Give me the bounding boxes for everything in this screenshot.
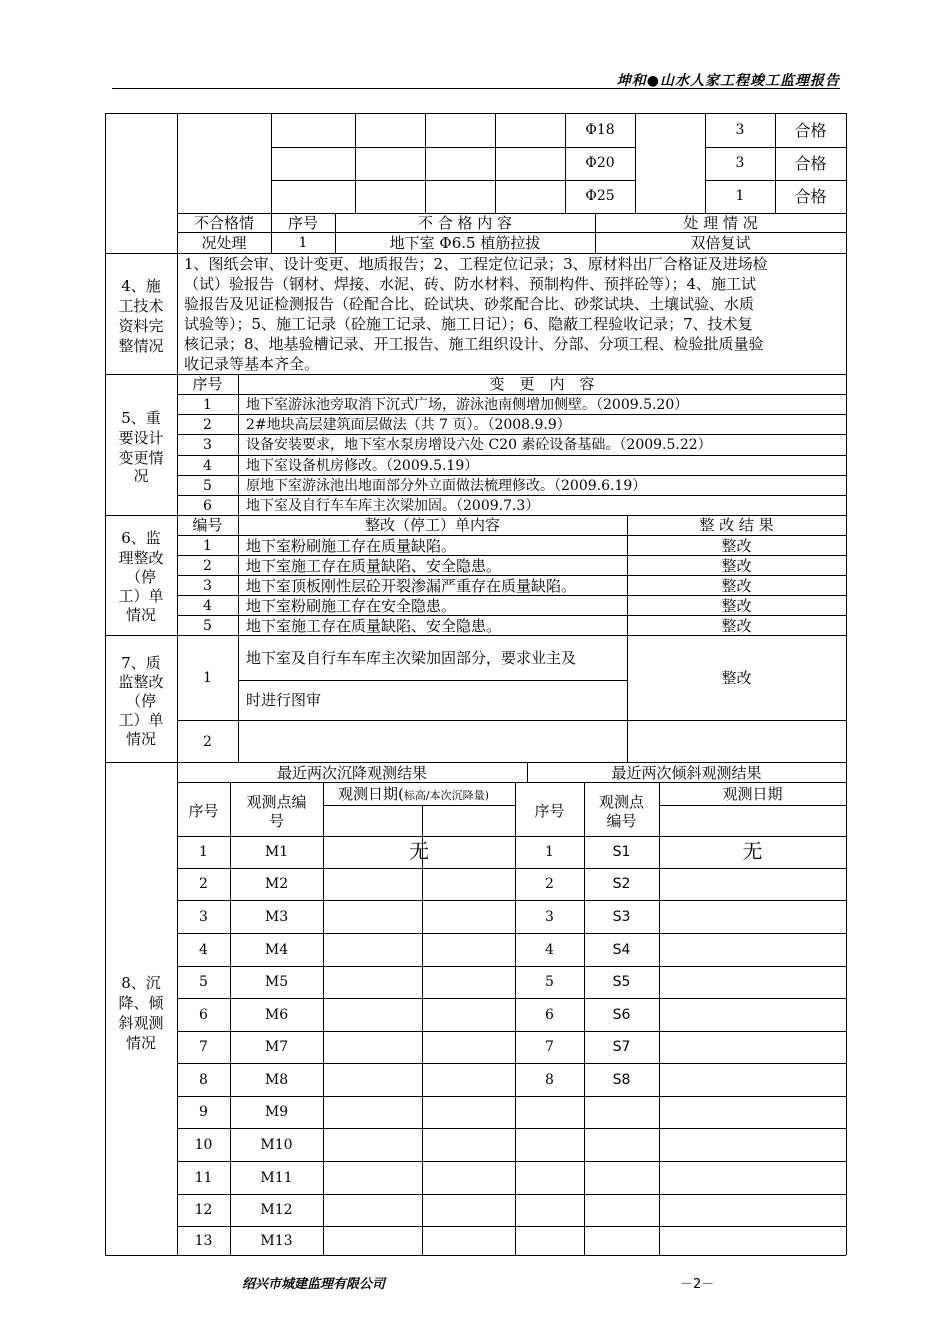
s6-row-text: 地下室施工存在质量缺陷、安全隐患。 <box>246 557 502 575</box>
tilt-row-no: 4 <box>545 941 554 958</box>
settle-row-point: M10 <box>260 1136 293 1153</box>
nonconform-label: 不合格情 <box>193 214 254 232</box>
settle-row-point: M9 <box>264 1104 289 1120</box>
tilt-row-point: S5 <box>612 974 631 990</box>
nonconform-row-no: 1 <box>298 235 308 251</box>
tilt-header-point: 观测点 <box>598 793 644 811</box>
tilt-row-point: S1 <box>612 844 631 860</box>
settle-row-no: 6 <box>199 1006 208 1023</box>
s4-text-line: 核记录；8、地基验槽记录、开工报告、施工组织设计、分部、分项工程、检验批质量验 <box>184 335 764 353</box>
settle-row-no: 8 <box>199 1071 208 1088</box>
nonconform-row-content: 地下室 Φ6.5 植筋拉拔 <box>389 234 541 252</box>
tilt-header-no: 序号 <box>534 802 565 820</box>
settle-row-no: 12 <box>194 1202 213 1218</box>
s6-row-result: 整改 <box>721 617 752 635</box>
s5-label: 况 <box>133 467 149 485</box>
s7-label: 监整改 <box>118 673 164 691</box>
s8-label: 降、倾 <box>118 994 164 1012</box>
s5-label: 5、重 <box>121 409 161 427</box>
settle-row-no: 1 <box>199 844 208 860</box>
settle-row-point: M13 <box>260 1232 293 1249</box>
settle-title: 最近两次沉降观测结果 <box>276 764 427 782</box>
s5-row-no: 6 <box>203 498 212 514</box>
s5-row-no: 5 <box>203 478 212 494</box>
s7-label: 情况 <box>125 730 156 748</box>
settle-row-no: 11 <box>194 1169 213 1186</box>
settle-row-point: M12 <box>260 1202 293 1218</box>
s6-row-result: 整改 <box>721 557 752 575</box>
settle-row-no: 7 <box>199 1039 208 1055</box>
settle-row-point: M11 <box>260 1169 293 1186</box>
s4-text-line: 收记录等基本齐全。 <box>184 355 320 373</box>
s8-label: 斜观测 <box>118 1014 164 1032</box>
s6-label: 情况 <box>125 606 156 624</box>
s6-label: （停 <box>125 568 156 586</box>
tilt-row-point: S4 <box>612 941 631 958</box>
s6-row-no: 5 <box>203 618 212 634</box>
s6-row-result: 整改 <box>721 597 752 615</box>
tilt-row-no: 8 <box>545 1071 554 1088</box>
s7-row-no: 1 <box>203 670 212 686</box>
s6-header-result: 整 改 结 果 <box>699 516 774 534</box>
settle-row-no: 5 <box>199 974 208 990</box>
header-rule <box>112 88 840 89</box>
s7-row-text: 时进行图审 <box>246 691 322 709</box>
s5-row-no: 2 <box>203 417 212 433</box>
s4-label: 资料完 <box>118 317 164 335</box>
s6-row-text: 地下室粉刷施工存在安全隐患。 <box>246 597 457 615</box>
s5-row-no: 4 <box>203 458 212 474</box>
s7-label: 工）单 <box>118 711 164 729</box>
s7-row-result: 整改 <box>721 669 752 687</box>
s6-row-text: 地下室粉刷施工存在质量缺陷。 <box>246 537 457 555</box>
settle-row-point: M3 <box>264 908 289 925</box>
s6-row-result: 整改 <box>721 577 752 595</box>
settle-row-point: M8 <box>264 1071 289 1088</box>
settle-header-date: 观测日期(标高/本次沉降量) <box>338 785 489 803</box>
rebar-spec: Φ20 <box>585 155 615 171</box>
settle-none-text: 无 <box>409 839 429 863</box>
s4-label: 4、施 <box>121 277 161 295</box>
settle-header-point: 观测点编 <box>246 793 307 811</box>
s4-text-line: 验报告及见证检测报告（砼配合比、砼试块、砂浆配合比、砂浆试块、土壤试验、水质 <box>184 295 755 313</box>
s8-label: 情况 <box>125 1034 156 1052</box>
nonconform-header-no: 序号 <box>287 214 318 232</box>
s6-row-no: 2 <box>203 558 212 574</box>
rebar-count: 3 <box>735 155 745 171</box>
tilt-header-date: 观测日期 <box>722 785 783 803</box>
tilt-row-point: S3 <box>612 908 631 925</box>
s6-row-no: 4 <box>203 598 212 614</box>
nonconform-label: 况处理 <box>201 234 247 252</box>
s6-row-text: 地下室顶板刚性层砼开裂渗漏严重存在质量缺陷。 <box>246 577 577 595</box>
settle-row-point: M6 <box>264 1006 289 1023</box>
s5-row-text: 地下室游泳池旁取消下沉式广场，游泳池南侧增加侧壁。（2009.5.20） <box>246 397 689 413</box>
rebar-result: 合格 <box>794 154 827 173</box>
settle-row-no: 4 <box>199 941 208 958</box>
s6-label: 6、监 <box>121 529 161 547</box>
s5-header-content: 变 更 内 容 <box>489 375 595 393</box>
settle-row-point: M2 <box>264 876 289 892</box>
s6-header-no: 编号 <box>192 516 223 534</box>
rebar-spec: Φ25 <box>585 188 615 204</box>
s6-row-text: 地下室施工存在质量缺陷、安全隐患。 <box>246 617 502 635</box>
s5-row-no: 1 <box>203 397 212 413</box>
settle-row-no: 10 <box>194 1136 213 1153</box>
footer-page-number: －2－ <box>680 1277 715 1292</box>
settle-row-no: 2 <box>199 876 208 892</box>
settle-row-no: 13 <box>194 1232 213 1249</box>
rebar-result: 合格 <box>794 187 827 206</box>
s5-row-text: 2#地块高层建筑面层做法（共 7 页）。（2008.9.9） <box>246 417 571 433</box>
settle-row-point: M7 <box>264 1039 289 1055</box>
s6-label: 工）单 <box>118 587 164 605</box>
tilt-row-point: S2 <box>612 876 631 892</box>
s6-header-content: 整改（停工）单内容 <box>364 516 500 534</box>
s5-row-text: 地下室设备机房修改。（2009.5.19） <box>246 458 479 474</box>
s4-label: 工技术 <box>118 297 164 315</box>
tilt-none-text: 无 <box>742 839 763 863</box>
s8-label: 8、沉 <box>121 974 161 992</box>
s7-row-no: 2 <box>203 734 212 750</box>
rebar-result: 合格 <box>794 121 827 140</box>
s5-row-text: 地下室及自行车车库主次梁加固。（2009.7.3） <box>246 498 540 514</box>
s7-label: （停 <box>125 692 156 710</box>
nonconform-row-handle: 双倍复试 <box>690 234 751 252</box>
tilt-row-no: 2 <box>545 876 554 892</box>
settle-row-no: 9 <box>199 1104 208 1120</box>
s5-label: 要设计 <box>118 429 164 447</box>
nonconform-header-handle: 处 理 情 况 <box>683 214 758 232</box>
tilt-row-point: S7 <box>612 1039 631 1055</box>
s7-row-text: 地下室及自行车车库主次梁加固部分，要求业主及 <box>246 649 577 667</box>
tilt-row-no: 3 <box>545 908 554 925</box>
rebar-spec: Φ18 <box>585 122 615 138</box>
s6-row-no: 3 <box>203 578 212 594</box>
s7-label: 7、质 <box>121 654 161 672</box>
tilt-header-point: 编号 <box>606 812 637 830</box>
s6-row-no: 1 <box>203 538 212 554</box>
tilt-title: 最近两次倾斜观测结果 <box>611 764 762 782</box>
rebar-count: 3 <box>735 122 745 138</box>
settle-row-point: M4 <box>264 941 289 958</box>
settle-row-point: M5 <box>264 974 289 990</box>
settle-header-no: 序号 <box>188 802 219 820</box>
tilt-row-point: S8 <box>612 1071 631 1088</box>
s5-row-no: 3 <box>203 437 212 453</box>
settle-row-point: M1 <box>264 844 289 860</box>
s4-text-line: 1、图纸会审、设计变更、地质报告；2、工程定位记录；3、原材料出厂合格证及进场检 <box>184 255 768 273</box>
tilt-row-no: 6 <box>545 1006 554 1023</box>
rebar-count: 1 <box>735 188 745 204</box>
s4-label: 整情况 <box>118 337 164 355</box>
s6-label: 理整改 <box>118 549 164 567</box>
s5-row-text: 设备安装要求，地下室水泵房增设六处 C20 素砼设备基础。（2009.5.22） <box>246 437 712 453</box>
s4-text-line: 试验等）；5、施工记录（砼施工记录、施工日记）；6、隐蔽工程验收记录；7、技术复 <box>184 315 753 333</box>
settle-row-no: 3 <box>199 908 208 925</box>
s5-label: 变更情 <box>118 449 164 467</box>
page-header-title: 坤和●山水人家工程竣工监理报告 <box>616 73 840 89</box>
s6-row-result: 整改 <box>721 537 752 555</box>
s5-row-text: 原地下室游泳池出地面部分外立面做法梳理修改。（2009.6.19） <box>246 478 647 494</box>
tilt-row-no: 1 <box>545 844 554 860</box>
tilt-row-no: 5 <box>545 974 554 990</box>
nonconform-header-content: 不 合 格 内 容 <box>417 214 513 232</box>
tilt-row-no: 7 <box>545 1039 554 1055</box>
s5-header-no: 序号 <box>192 375 223 393</box>
settle-header-point: 号 <box>268 812 284 830</box>
footer-company: 绍兴市城建监理有限公司 <box>242 1277 386 1292</box>
s4-text-line: （试）验报告（钢材、焊接、水泥、砖、防水材料、预制构件、预拌砼等）；4、施工试 <box>184 275 757 293</box>
tilt-row-point: S6 <box>612 1006 631 1023</box>
